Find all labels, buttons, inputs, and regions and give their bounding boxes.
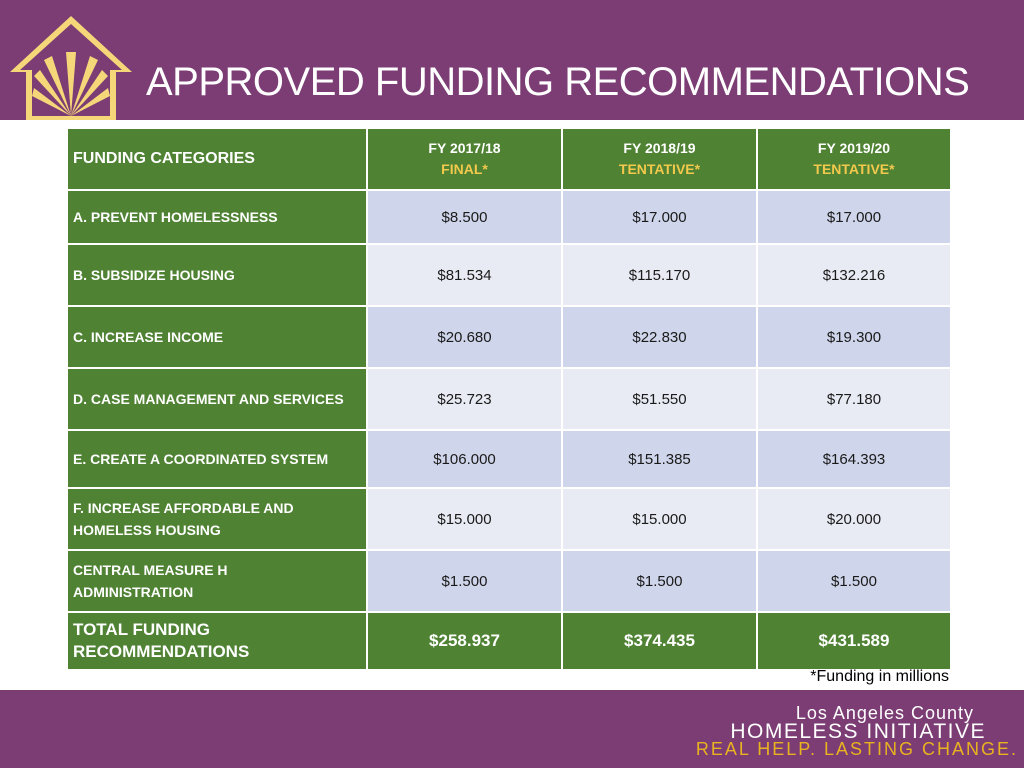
row-category: C. INCREASE INCOME bbox=[67, 306, 367, 368]
sunburst-house-icon bbox=[6, 12, 136, 124]
row-category-line: CENTRAL MEASURE H bbox=[73, 562, 228, 578]
total-label bbox=[67, 612, 367, 670]
total-value: $374.435 bbox=[562, 612, 757, 670]
row-value: $22.830 bbox=[562, 306, 757, 368]
row-category bbox=[67, 550, 367, 612]
row-value: $151.385 bbox=[562, 430, 757, 488]
table-row bbox=[67, 306, 951, 368]
row-category bbox=[67, 488, 367, 550]
column-header-2018 bbox=[562, 128, 757, 190]
total-label-line: RECOMMENDATIONS bbox=[73, 642, 250, 661]
row-category: E. CREATE A COORDINATED SYSTEM bbox=[67, 430, 367, 488]
row-category: D. CASE MANAGEMENT AND SERVICES bbox=[67, 368, 367, 430]
table-row bbox=[67, 244, 951, 306]
row-value: $132.216 bbox=[757, 244, 951, 306]
column-year: FY 2017/18 bbox=[428, 140, 501, 156]
row-value: $81.534 bbox=[367, 244, 562, 306]
row-value: $8.500 bbox=[367, 190, 562, 244]
column-header-2019 bbox=[757, 128, 951, 190]
row-value: $20.000 bbox=[757, 488, 951, 550]
column-header-2017 bbox=[367, 128, 562, 190]
category-header: FUNDING CATEGORIES bbox=[67, 128, 367, 190]
table-row bbox=[67, 488, 951, 550]
row-value: $17.000 bbox=[562, 190, 757, 244]
total-label-line: TOTAL FUNDING bbox=[73, 620, 210, 639]
org-county: Los Angeles County bbox=[795, 703, 974, 723]
row-value: $77.180 bbox=[757, 368, 951, 430]
table-row bbox=[67, 430, 951, 488]
total-row bbox=[67, 612, 951, 670]
row-category: B. SUBSIDIZE HOUSING bbox=[67, 244, 367, 306]
table-row bbox=[67, 550, 951, 612]
column-status: TENTATIVE* bbox=[813, 161, 895, 177]
row-value: $51.550 bbox=[562, 368, 757, 430]
row-value: $15.000 bbox=[367, 488, 562, 550]
row-value: $15.000 bbox=[562, 488, 757, 550]
row-category-line: HOMELESS HOUSING bbox=[73, 522, 221, 538]
column-status: TENTATIVE* bbox=[618, 161, 701, 177]
row-value: $1.500 bbox=[367, 550, 562, 612]
row-category-line: F. INCREASE AFFORDABLE AND bbox=[73, 500, 294, 516]
column-year: FY 2019/20 bbox=[817, 140, 891, 156]
funding-table bbox=[66, 127, 952, 671]
org-tagline: REAL HELP. LASTING CHANGE. bbox=[695, 739, 1018, 759]
org-initiative: HOMELESS INITIATIVE bbox=[730, 720, 986, 743]
row-category-line: ADMINISTRATION bbox=[73, 584, 194, 600]
row-value: $20.680 bbox=[367, 306, 562, 368]
total-value: $258.937 bbox=[367, 612, 562, 670]
row-value: $1.500 bbox=[757, 550, 951, 612]
column-year: FY 2018/19 bbox=[623, 140, 696, 156]
footnote: *Funding in millions bbox=[810, 668, 949, 685]
table-row bbox=[67, 368, 951, 430]
row-value: $17.000 bbox=[757, 190, 951, 244]
header-row bbox=[67, 128, 951, 190]
row-value: $106.000 bbox=[367, 430, 562, 488]
row-category: A. PREVENT HOMELESSNESS bbox=[67, 190, 367, 244]
row-value: $25.723 bbox=[367, 368, 562, 430]
row-value: $115.170 bbox=[562, 244, 757, 306]
page-title: APPROVED FUNDING RECOMMENDATIONS bbox=[146, 60, 970, 104]
row-value: $19.300 bbox=[757, 306, 951, 368]
row-value: $1.500 bbox=[562, 550, 757, 612]
total-value: $431.589 bbox=[757, 612, 951, 670]
column-status: FINAL* bbox=[441, 161, 488, 177]
table-row bbox=[67, 190, 951, 244]
row-value: $164.393 bbox=[757, 430, 951, 488]
